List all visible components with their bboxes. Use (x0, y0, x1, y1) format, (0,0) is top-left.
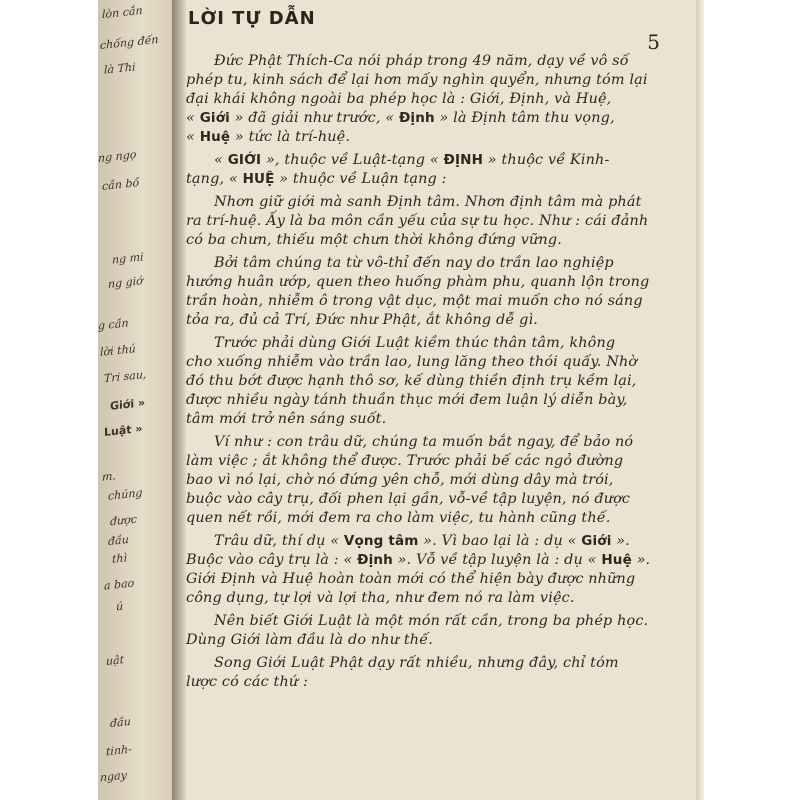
text-line (186, 254, 676, 273)
text-run: công dụng, tự lợi và lợi tha, như đem nó ra làm việc. (186, 590, 575, 606)
paragraph (186, 254, 676, 330)
text-run: ra trí-huệ. Ấy là ba môn cần yếu của sự tu học. Như : cái đảnh (186, 213, 649, 229)
facing-page-text: Luật » (104, 421, 143, 440)
text-run: Bởi tâm chúng ta từ vô-thỉ đến nay do trần lao nghiệp (214, 255, 614, 271)
text-line (186, 52, 676, 71)
text-line (186, 128, 676, 147)
facing-page (98, 0, 172, 800)
text-run: Đức Phật Thích-Ca nói pháp trong 49 năm, dạy về vô số (214, 53, 629, 69)
text-run: », thuộc về Luật-tạng « (261, 152, 444, 168)
text-run: hướng huân ướp, quen theo huống phàm phu, quanh lộn trong (186, 274, 650, 290)
text-line (186, 170, 676, 189)
text-line (186, 551, 676, 570)
book-page (186, 0, 696, 800)
paragraph (186, 433, 676, 528)
paragraph (186, 52, 676, 147)
text-line (186, 391, 676, 410)
text-run: « (186, 129, 200, 145)
keyword: Giới (199, 110, 230, 126)
page-body (186, 52, 676, 696)
text-line (186, 570, 676, 589)
facing-page-text: lời thú (100, 342, 136, 359)
text-run: ». Vì bao lại là : dụ « (418, 533, 582, 549)
text-run: tâm mới trở nên sáng suốt. (186, 411, 387, 427)
text-line (186, 471, 676, 490)
facing-page-text: đầu (108, 532, 129, 549)
facing-page-text: được (110, 512, 137, 529)
text-run: ». (631, 552, 651, 568)
text-run: Giới Định và Huệ hoàn toàn mới có thể hiện bày được những (186, 571, 636, 587)
paragraph (186, 151, 676, 189)
text-run: « (214, 152, 228, 168)
text-run: Nên biết Giới Luật là một món rất cần, trong ba phép học. (214, 613, 649, 629)
text-run: cho xuống nhiễm vào trần lao, lung lăng theo thói quấy. Nhờ (186, 354, 638, 370)
text-line (186, 532, 676, 551)
text-run: » thuộc về Kinh- (483, 152, 610, 168)
text-run: Dùng Giới làm đầu là do như thế. (186, 632, 433, 648)
text-run: tỏa ra, đủ cả Trí, Đức như Phật, ắt không dễ gì. (186, 312, 538, 328)
text-run: » thuộc về Luận tạng : (274, 171, 447, 187)
text-line (186, 292, 676, 311)
page-edge (696, 0, 704, 800)
facing-page-text: ng giớ (108, 274, 143, 291)
text-run: Ví như : con trâu dữ, chúng ta muốn bắt ngay, để bảo nó (214, 434, 634, 450)
text-line (186, 353, 676, 372)
book-gutter (172, 0, 186, 800)
keyword: Huệ (601, 552, 632, 568)
text-run: » đã giải như trước, « (229, 110, 399, 126)
text-line (186, 410, 676, 429)
text-run: » là Định tâm thu vọng, (434, 110, 615, 126)
text-line (186, 71, 676, 90)
keyword: Huệ (199, 129, 231, 145)
facing-page-text: thì (112, 551, 128, 566)
text-line (186, 490, 676, 509)
facing-page-text: g cần (98, 316, 129, 333)
text-run: Song Giới Luật Phật dạy rất nhiều, nhưng đây, chỉ tóm (214, 655, 619, 671)
text-run: phép tu, kinh sách để lại hơn mấy nghìn quyển, nhưng tóm lại (186, 72, 648, 88)
facing-page-text: là Thi (104, 60, 136, 77)
keyword: HUỆ (242, 171, 275, 187)
facing-page-text: Giới » (110, 396, 146, 413)
text-line (186, 509, 676, 528)
text-run: ». Vỗ về tập luyện là : dụ « (392, 552, 602, 568)
text-line (186, 654, 676, 673)
keyword: Định (398, 110, 435, 126)
text-run: trần hoàn, nhiễm ô trong vật dục, một mai muốn cho nó sáng (186, 293, 643, 309)
text-run: Trâu dữ, thí dụ « (214, 533, 344, 549)
text-run: đại khái không ngoài ba phép học là : Giới, Định, và Huệ, (186, 91, 612, 107)
text-line (186, 433, 676, 452)
facing-page-text: lòn cắn (102, 3, 143, 22)
paragraph (186, 334, 676, 429)
text-line (186, 193, 676, 212)
keyword: GIỚI (227, 152, 262, 168)
text-line (186, 372, 676, 391)
text-run: buộc vào cây trụ, đối phen lại gần, vỗ-về tập luyện, nó được (186, 491, 631, 507)
text-line (186, 631, 676, 650)
text-line (186, 311, 676, 330)
keyword: Giới (581, 533, 612, 549)
text-line (186, 151, 676, 170)
text-run: được nhiều ngày tánh thuần thục mới đem luận lý diễn bày, (186, 392, 628, 408)
text-line (186, 273, 676, 292)
text-run: đó thu bớt được hạnh thô sơ, kế dùng thiền định trụ kềm lại, (186, 373, 637, 389)
keyword: Vọng tâm (343, 533, 419, 549)
facing-page-text: uật (106, 653, 125, 668)
page-number: 5 (647, 30, 660, 54)
text-line (186, 212, 676, 231)
facing-page-text: ng mi (112, 250, 144, 267)
facing-page-text: chúng (108, 486, 143, 503)
facing-page-text: tinh- (106, 742, 132, 759)
text-line (186, 673, 676, 692)
facing-page-text: Tri sau, (104, 367, 147, 386)
text-run: làm việc ; ắt không thể được. Trước phải bế các ngỏ đường (186, 453, 624, 469)
facing-page-text: đầu (110, 714, 131, 731)
facing-page-text: cần bồ (102, 176, 140, 193)
paragraph (186, 612, 676, 650)
text-run: Nhơn giữ giới mà sanh Định tâm. Nhơn định tâm mà phát (214, 194, 642, 210)
text-run: tạng, « (186, 171, 243, 187)
text-run: lược có các thứ : (186, 674, 309, 690)
keyword: Định (357, 552, 393, 568)
text-run: « (186, 110, 200, 126)
paragraph (186, 532, 676, 608)
facing-page-text: m. (102, 469, 116, 484)
keyword: ĐỊNH (443, 152, 484, 168)
facing-page-text: ng ngọ (98, 147, 137, 166)
text-line (186, 90, 676, 109)
text-line (186, 231, 676, 250)
facing-page-text: a bao (104, 576, 135, 593)
text-run: Trước phải dùng Giới Luật kiềm thúc thân tâm, không (214, 335, 616, 351)
text-line (186, 334, 676, 353)
text-run: bao vì nó lại, chờ nó đứng yên chỗ, mới dùng dây mà trói, (186, 472, 614, 488)
text-line (186, 452, 676, 471)
facing-page-text: ngay (100, 768, 127, 785)
paragraph (186, 193, 676, 250)
text-run: có ba chưn, thiếu một chưn thời không đứng vững. (186, 232, 562, 248)
text-run: quen nết rồi, mới đem ra cho làm việc, tu hành cũng thế. (186, 510, 611, 526)
text-line (186, 612, 676, 631)
text-line (186, 589, 676, 608)
running-header: LỜI TỰ DẪN (188, 8, 316, 29)
text-run: » tức là trí-huệ. (230, 129, 351, 145)
text-run: ». (611, 533, 630, 549)
facing-page-text: chống đến (100, 32, 159, 53)
text-run: Buộc vào cây trụ là : « (186, 552, 358, 568)
paragraph (186, 654, 676, 692)
facing-page-text: ú (116, 599, 124, 614)
text-line (186, 109, 676, 128)
